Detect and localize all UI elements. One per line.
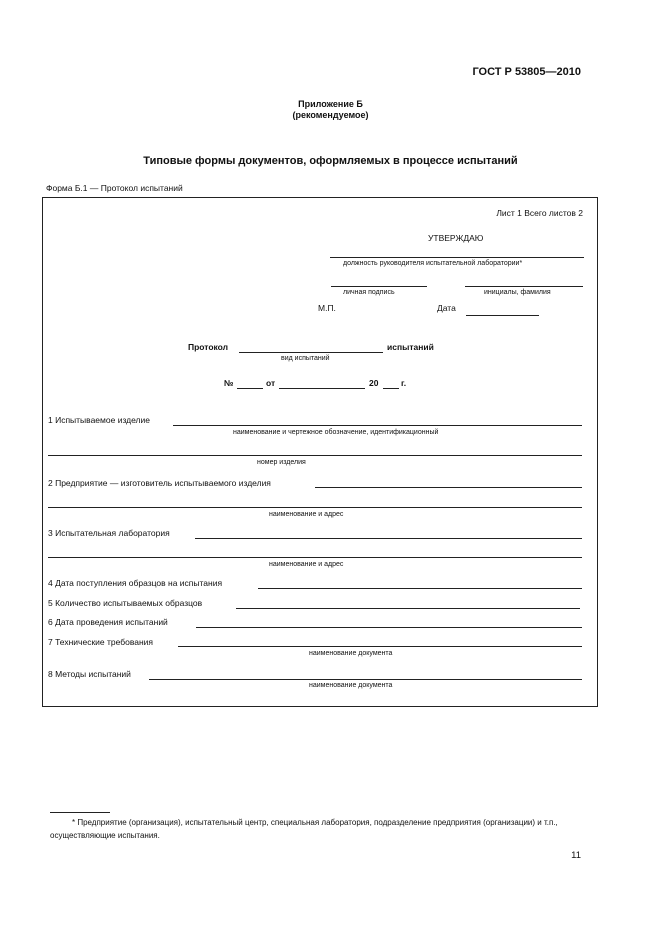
item-7-caption: наименование документа (309, 650, 393, 657)
item-3-line[interactable] (195, 538, 582, 539)
protocol-word: Протокол (188, 342, 229, 352)
number-label: № (224, 378, 234, 388)
item-2-line-2[interactable] (48, 507, 582, 508)
item-4-line[interactable] (258, 588, 582, 589)
item-1-line[interactable] (173, 425, 582, 426)
test-type-line[interactable] (239, 352, 383, 353)
item-3-label: 3 Испытательная лаборатория (48, 528, 170, 538)
from-label: от (266, 378, 276, 388)
item-8-label: 8 Методы испытаний (48, 669, 131, 679)
page-number: 11 (571, 850, 581, 861)
date-label: Дата (437, 303, 456, 313)
footnote: * Предприятие (организация), испытательный центр, специальная лаборатория, подразделение предприятия (организации) и т.п., осуществляющие испытания. (50, 818, 558, 840)
item-3-caption: наименование и адрес (269, 561, 344, 568)
item-8-line[interactable] (149, 679, 582, 680)
item-8-caption: наименование документа (309, 682, 393, 689)
year-label: 20 (369, 378, 379, 388)
approve-label: УТВЕРЖДАЮ (428, 233, 484, 243)
section-title: Типовые формы документов, оформляемых в процессе испытаний (143, 155, 518, 167)
form-label: Форма Б.1 — Протокол испытаний (46, 183, 183, 193)
appendix-note: (рекомендуемое) (292, 110, 369, 120)
tests-word: испытаний (387, 342, 434, 352)
item-3-line-2[interactable] (48, 557, 582, 558)
item-2-line[interactable] (315, 487, 582, 488)
appendix-title: Приложение Б (298, 99, 363, 109)
footnote-separator (50, 812, 110, 813)
item-2-label: 2 Предприятие — изготовитель испытываемого изделия (48, 478, 271, 488)
item-2-caption: наименование и адрес (269, 511, 344, 518)
stamp-label: М.П. (318, 303, 336, 313)
date-line[interactable] (466, 315, 539, 316)
item-1-label: 1 Испытываемое изделие (48, 415, 150, 425)
year-line[interactable] (383, 388, 399, 389)
item-7-line[interactable] (178, 646, 582, 647)
date-from-line[interactable] (279, 388, 365, 389)
test-type-caption: вид испытаний (281, 355, 330, 362)
item-6-label: 6 Дата проведения испытаний (48, 617, 168, 627)
item-5-label: 5 Количество испытываемых образцов (48, 598, 203, 608)
year-suffix: г. (401, 378, 407, 388)
name-line[interactable] (465, 286, 583, 287)
signature-caption: личная подпись (343, 289, 395, 296)
item-1-line-2[interactable] (48, 455, 582, 456)
sheet-info: Лист 1 Всего листов 2 (496, 208, 583, 218)
item-7-label: 7 Технические требования (48, 637, 154, 647)
number-line[interactable] (237, 388, 263, 389)
position-line[interactable] (330, 257, 584, 258)
item-1-caption: наименование и чертежное обозначение, идентификационный (233, 429, 439, 436)
item-6-line[interactable] (196, 627, 582, 628)
item-4-label: 4 Дата поступления образцов на испытания (48, 578, 223, 588)
standard-number: ГОСТ Р 53805—2010 (472, 66, 581, 78)
item-5-line[interactable] (236, 608, 580, 609)
name-caption: инициалы, фамилия (484, 289, 551, 296)
position-caption: должность руководителя испытательной лаборатории* (343, 260, 523, 267)
protocol-form (42, 197, 598, 707)
signature-line[interactable] (331, 286, 427, 287)
item-1-caption-2: номер изделия (257, 459, 306, 466)
